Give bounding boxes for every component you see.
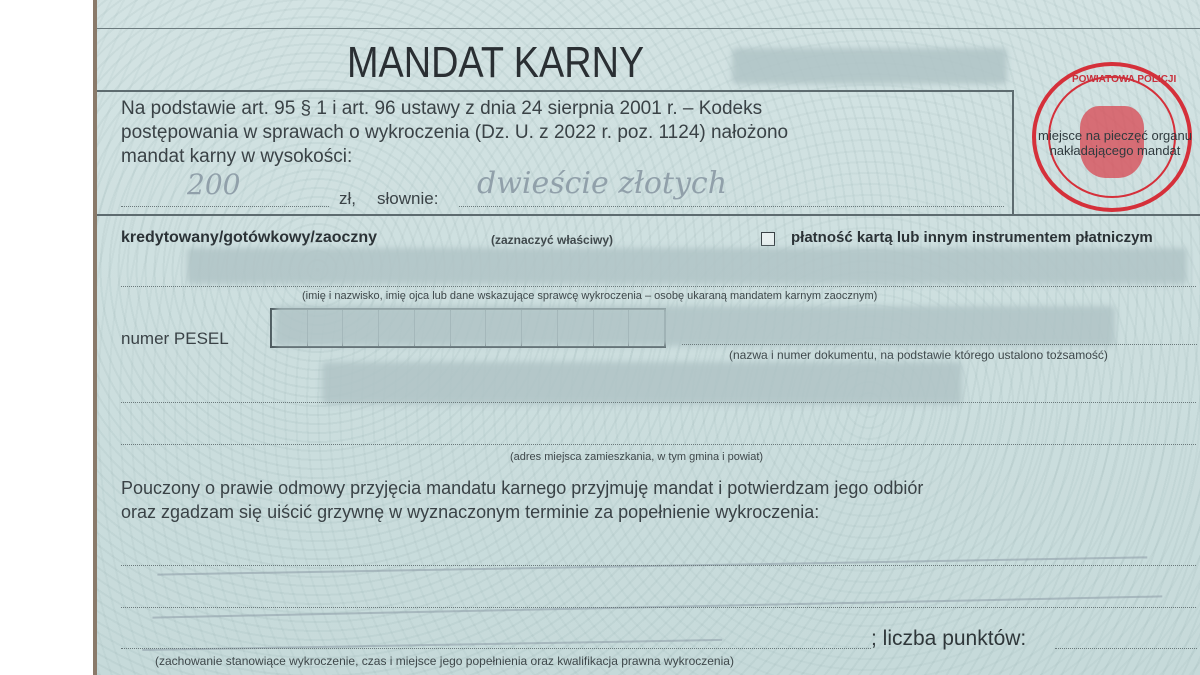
amount-handwritten: 200 [187,168,241,201]
address-caption: (adres miejsca zamieszkania, w tym gmina i powiat) [510,451,764,463]
legal-basis-line-1: Na podstawie art. 95 § 1 i art. 96 ustawy z dnia 24 sierpnia 2001 r. – Kodeks [121,98,763,119]
legal-basis-line-2: postępowania w sprawach o wykroczenia (Dz. U. z 2022 r. poz. 1124) nałożono [121,122,789,143]
redacted-pesel-and-document [275,306,1115,346]
stamp-area-divider [1012,90,1014,215]
ticket-type-label: kredytowany/gotówkowy/zaoczny [121,229,378,246]
instruction-line-2: oraz zgadzam się uiścić grzywnę w wyznaczonym terminie za popełnienie wykroczenia: [121,502,820,522]
document-dotted-line [682,344,1197,345]
redacted-address [322,362,962,404]
legal-basis-line-3: mandat karny w wysokości: [121,146,353,167]
currency-label: zł, [339,189,356,208]
pesel-label: numer PESEL [121,329,229,348]
words-dotted-line [459,206,1004,207]
ticket-type-hint: (zaznaczyć właściwy) [491,233,614,247]
amount-words-handwritten: dwieście złotych [477,166,728,201]
person-caption: (imię i nazwisko, imię ojca lub dane wskazujące sprawcę wykroczenia – osobę ukaraną mandatem karnym zaocznym) [302,290,878,302]
card-payment-checkbox[interactable] [761,232,775,246]
points-label: ; liczba punktów: [871,627,1027,650]
words-label: słownie: [377,189,439,208]
top-rule [97,28,1200,29]
stamp-place-label: miejsce na pieczęć organu nakładającego mandat [1038,128,1192,158]
amount-dotted-line [121,206,329,207]
document-title: MANDAT KARNY [347,38,645,87]
person-dotted-line [121,286,1196,287]
points-dotted-line [1055,648,1197,649]
offense-caption: (zachowanie stanowiące wykroczenie, czas i miejsce jego popełnienia oraz kwalifikacja prawna wykroczenia) [155,654,734,668]
section-rule-1 [97,214,1200,216]
document-caption: (nazwa i numer dokumentu, na podstawie którego ustalono tożsamość) [729,348,1108,362]
card-payment-label: płatność kartą lub innym instrumentem płatniczym [791,229,1153,246]
address-dotted-line-1 [121,402,1196,403]
fine-ticket-document [97,0,1200,675]
stamp-text: POWIATOWA POLICJI [1072,74,1177,85]
offense-dotted-line-3 [121,648,871,649]
instruction-line-1: Pouczony o prawie odmowy przyjęcia mandatu karnego przyjmuję mandat i potwierdzam jego odbiór [121,478,924,498]
title-rule [97,90,1012,92]
redacted-serial-number [732,48,1007,84]
address-dotted-line-2 [121,444,1196,445]
redacted-person-name [187,248,1187,284]
